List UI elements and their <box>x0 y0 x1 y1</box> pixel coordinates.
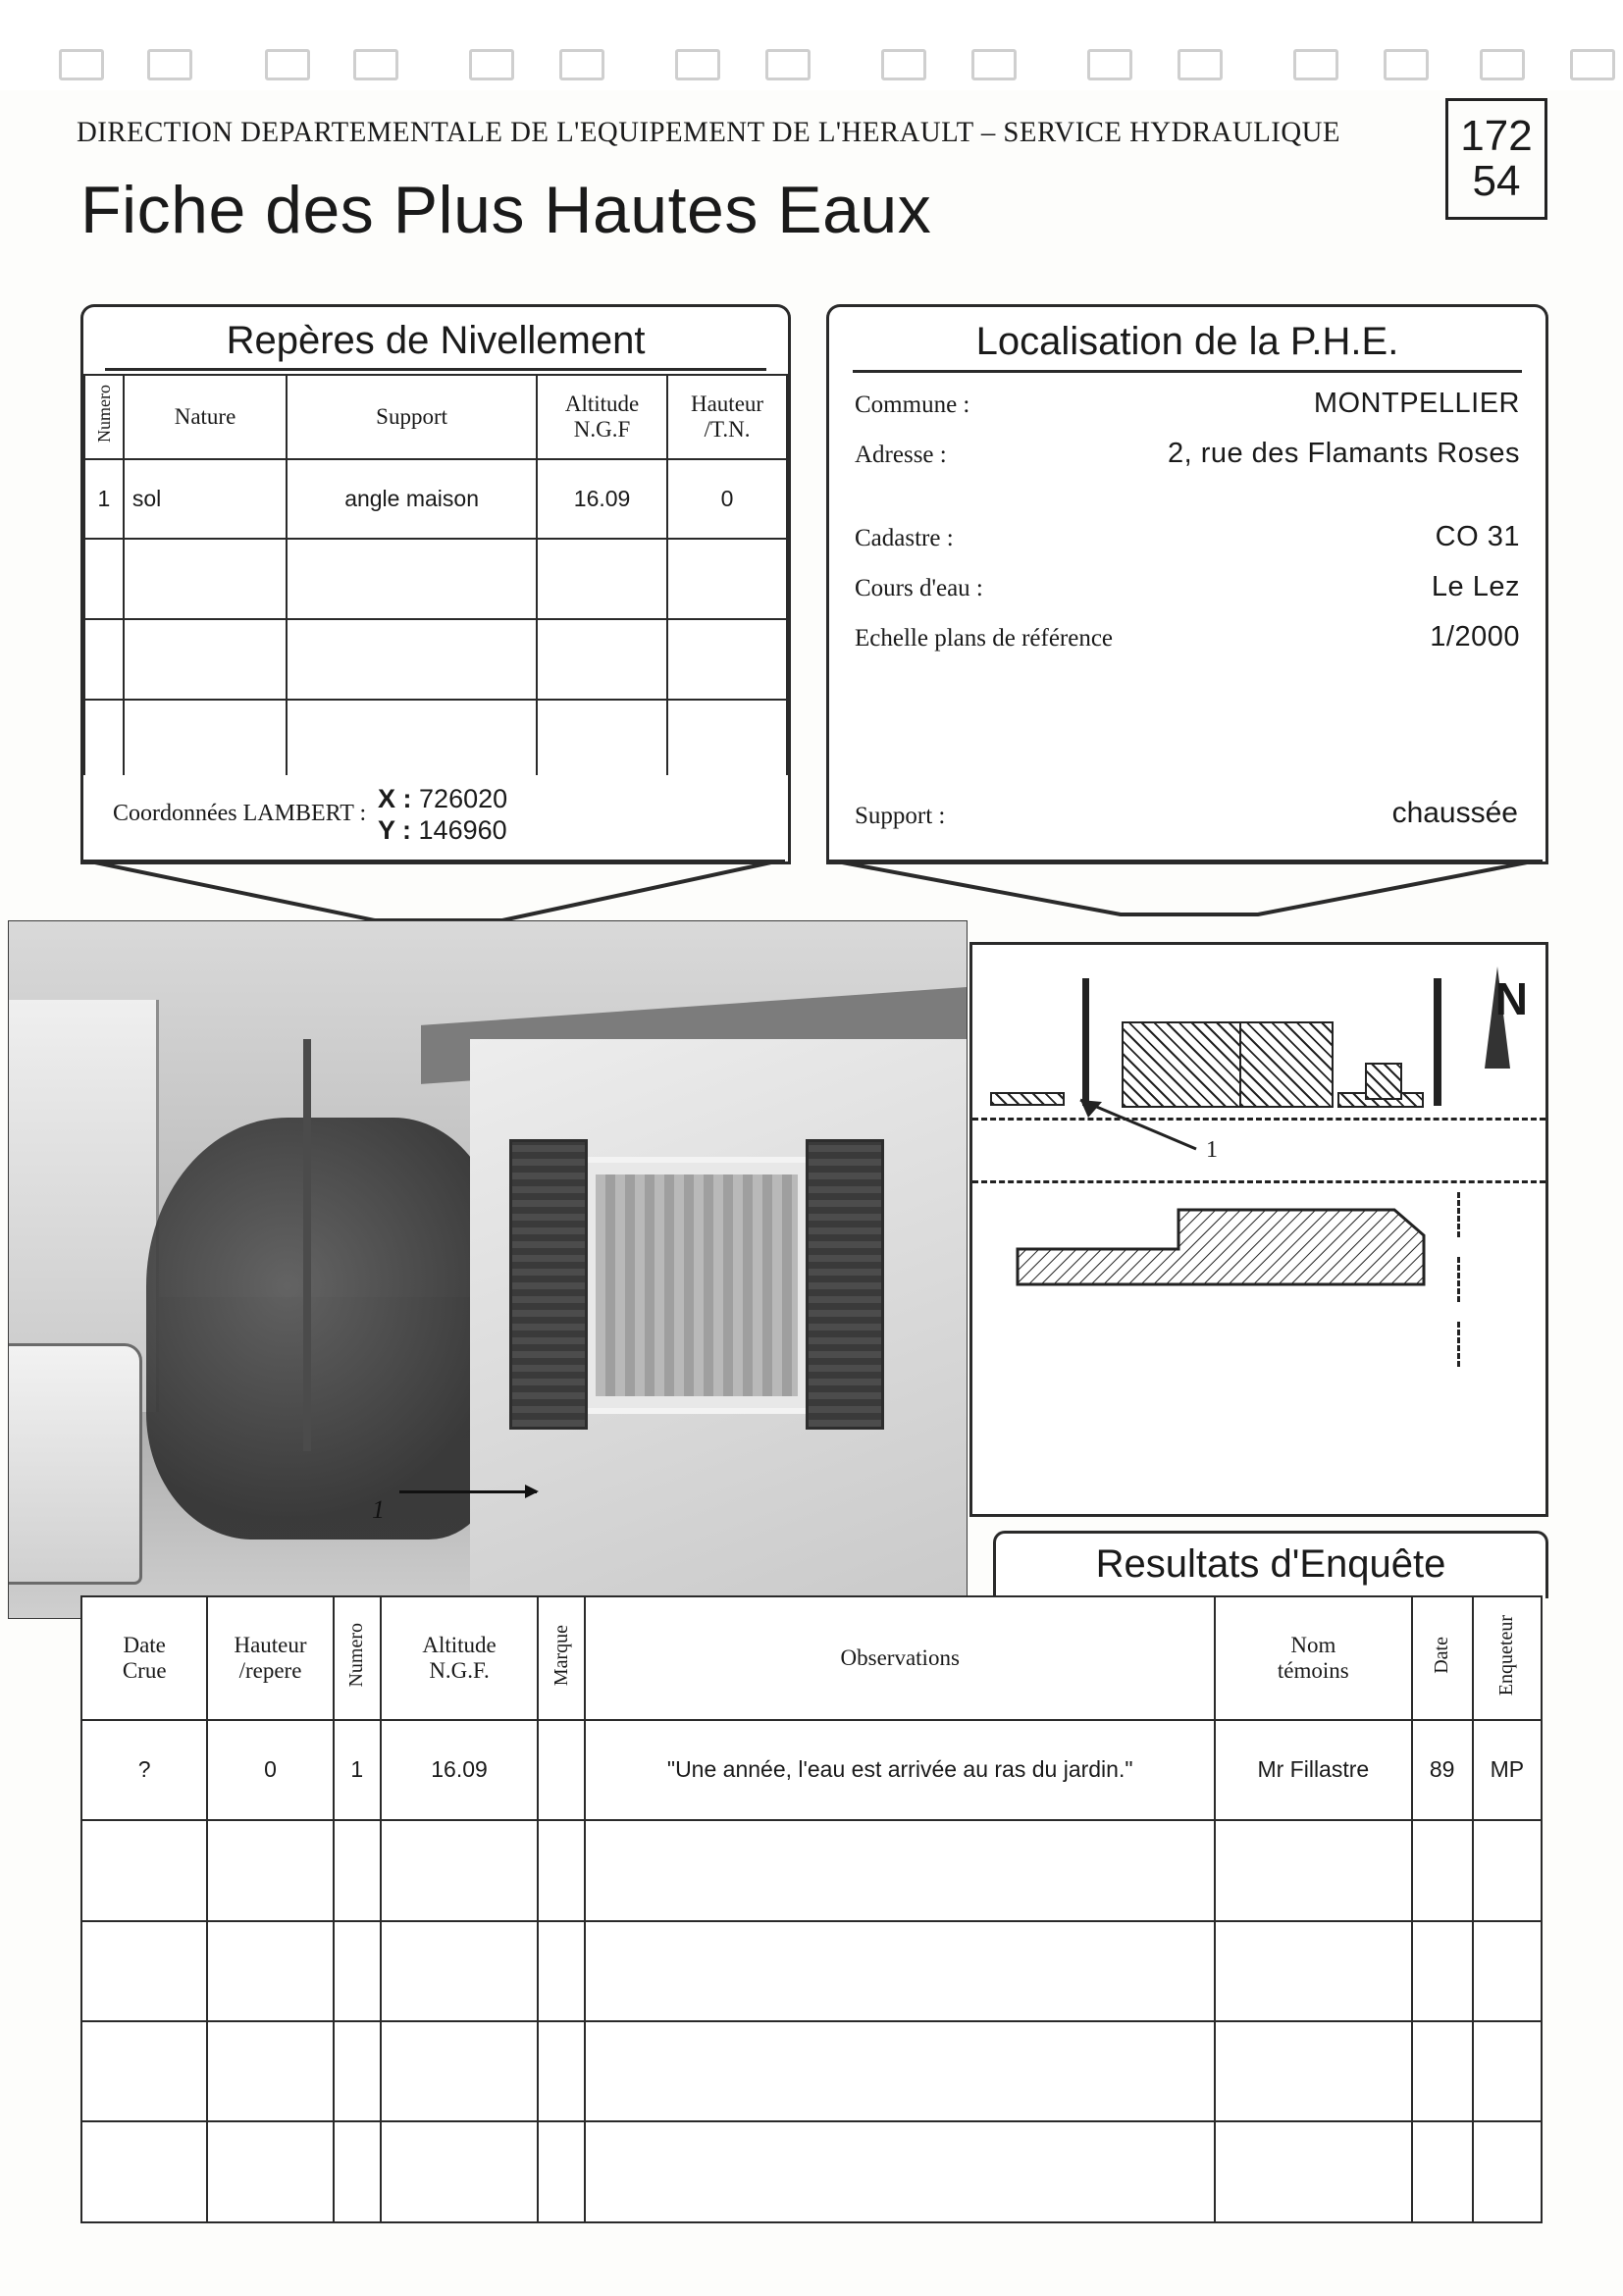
field-echelle-value: 1/2000 <box>1430 621 1520 652</box>
cell-empty <box>124 700 287 778</box>
punch-hole-strip <box>0 0 1623 90</box>
field-cadastre <box>855 521 1520 553</box>
cell-empty <box>81 1820 207 1920</box>
cell-date: 89 <box>1412 1720 1473 1820</box>
cell-empty <box>1215 2121 1412 2222</box>
cell-empty <box>84 619 124 700</box>
reference-top: 172 <box>1460 111 1533 160</box>
photo-parked-car <box>8 1343 142 1585</box>
field-adresse-value: 2, rue des Flamants Roses <box>1167 438 1520 469</box>
plan-benchmark-label: 1 <box>1206 1137 1218 1163</box>
plan-small-square <box>1365 1063 1402 1100</box>
plan-road-axis-upper <box>972 1118 1545 1121</box>
cell-empty <box>585 1921 1215 2021</box>
reference-number-box <box>1445 98 1547 220</box>
plan-wall-right <box>1434 978 1441 1106</box>
cell-numero: 1 <box>84 459 124 540</box>
col-hauteur: Hauteur /T.N. <box>667 375 787 459</box>
lambert-x-key: X : <box>378 784 412 813</box>
cell-empty <box>538 1820 585 1920</box>
lambert-y-key: Y : <box>378 815 412 846</box>
localisation-panel-title: Localisation de la P.H.E. <box>853 317 1522 373</box>
leveling-panel-title: Repères de Nivellement <box>105 317 766 371</box>
cell-empty <box>667 619 787 700</box>
cell-empty <box>1473 2121 1542 2222</box>
cell-empty <box>334 2021 381 2121</box>
lambert-label: Coordonnées LAMBERT : <box>113 801 367 826</box>
plan-kerb-left <box>990 1092 1065 1106</box>
support-value: chaussée <box>1391 797 1518 829</box>
punch-hole <box>765 49 811 80</box>
cell-empty <box>207 1820 333 1920</box>
photo-window-pane <box>596 1174 798 1396</box>
photo-vegetation <box>146 1118 499 1539</box>
photo-utility-pole <box>303 1039 311 1451</box>
cell-empty <box>381 1820 538 1920</box>
photo-benchmark-arrow <box>399 1490 537 1493</box>
support-label: Support : <box>855 803 946 829</box>
support-bar <box>826 775 1548 864</box>
cell-empty <box>207 1921 333 2021</box>
col-numero: Numero <box>84 375 124 459</box>
col-date: Date <box>1412 1596 1473 1720</box>
field-adresse-label: Adresse : <box>855 442 947 468</box>
cell-empty <box>585 2021 1215 2121</box>
cell-altitude: 16.09 <box>537 459 667 540</box>
field-echelle <box>855 621 1520 653</box>
field-commune <box>855 388 1520 420</box>
enquete-table <box>80 1595 1543 2223</box>
cell-empty <box>84 700 124 778</box>
table-row-empty <box>81 1820 1542 1920</box>
col-altitude: Altitude N.G.F <box>537 375 667 459</box>
col-nature: Nature <box>124 375 287 459</box>
cell-empty <box>84 539 124 619</box>
col-numero: Numero <box>334 1596 381 1720</box>
cell-nature: sol <box>124 459 287 540</box>
cell-empty <box>287 539 537 619</box>
localisation-panel <box>826 304 1548 778</box>
col-date-crue: Date Crue <box>81 1596 207 1720</box>
field-echelle-label: Echelle plans de référence <box>855 625 1114 652</box>
cell-empty <box>538 2121 585 2222</box>
table-header-row <box>81 1596 1542 1720</box>
photo-window <box>578 1157 815 1414</box>
cell-empty <box>537 539 667 619</box>
cell-empty <box>1215 1820 1412 1920</box>
punch-hole <box>971 49 1017 80</box>
table-header-row <box>84 375 787 459</box>
punch-hole <box>1570 49 1615 80</box>
cell-empty <box>381 1921 538 2021</box>
plan-wall-vertical <box>1082 978 1089 1106</box>
cell-marque <box>538 1720 585 1820</box>
page-title: Fiche des Plus Hautes Eaux <box>80 173 932 247</box>
photo-shutter-right <box>806 1139 884 1430</box>
punch-hole <box>469 49 514 80</box>
cell-empty <box>81 1921 207 2021</box>
photo-shutter-left <box>509 1139 588 1430</box>
plan-parcel-outline <box>972 1190 1545 1347</box>
punch-hole <box>353 49 398 80</box>
plan-road-axis-lower <box>972 1180 1545 1183</box>
punch-hole <box>59 49 104 80</box>
cell-date-crue: ? <box>81 1720 207 1820</box>
lambert-values <box>378 783 507 847</box>
cell-empty <box>124 539 287 619</box>
cell-empty <box>1412 1820 1473 1920</box>
table-row <box>81 1720 1542 1820</box>
punch-hole <box>1293 49 1338 80</box>
cell-empty <box>207 2121 333 2222</box>
cell-empty <box>1473 1820 1542 1920</box>
cell-nom-temoins: Mr Fillastre <box>1215 1720 1412 1820</box>
punch-hole <box>1178 49 1223 80</box>
spacer <box>855 488 1520 521</box>
punch-hole <box>559 49 604 80</box>
cell-empty <box>538 2021 585 2121</box>
cell-empty <box>334 2121 381 2222</box>
table-row-empty <box>84 539 787 619</box>
cell-empty <box>124 619 287 700</box>
cell-empty <box>585 2121 1215 2222</box>
cell-enqueteur: MP <box>1473 1720 1542 1820</box>
cell-empty <box>1412 1921 1473 2021</box>
cell-numero: 1 <box>334 1720 381 1820</box>
cell-empty <box>381 2121 538 2222</box>
localisation-fields <box>855 388 1520 671</box>
col-hauteur-repere: Hauteur /repere <box>207 1596 333 1720</box>
table-row-empty <box>81 2121 1542 2222</box>
lambert-x-value: 726020 <box>419 784 508 813</box>
field-cadastre-value: CO 31 <box>1435 521 1520 552</box>
field-cours-deau <box>855 571 1520 603</box>
enquete-panel-title: Resultats d'Enquête <box>993 1531 1548 1598</box>
department-header: DIRECTION DEPARTEMENTALE DE L'EQUIPEMENT DE L'HERAULT – SERVICE HYDRAULIQUE <box>77 116 1340 148</box>
leveling-table <box>83 374 788 778</box>
col-altitude: Altitude N.G.F. <box>381 1596 538 1720</box>
field-cours-deau-value: Le Lez <box>1431 571 1520 602</box>
punch-hole <box>1384 49 1429 80</box>
col-nom-temoins: Nom témoins <box>1215 1596 1412 1720</box>
cell-empty <box>1473 2021 1542 2121</box>
cell-empty <box>287 700 537 778</box>
punch-hole <box>265 49 310 80</box>
cell-empty <box>81 2021 207 2121</box>
cell-hauteur: 0 <box>667 459 787 540</box>
cell-altitude: 16.09 <box>381 1720 538 1820</box>
field-adresse <box>855 438 1520 470</box>
site-plan <box>969 942 1548 1517</box>
field-commune-value: MONTPELLIER <box>1313 388 1520 419</box>
lambert-tab-chevron <box>80 860 785 924</box>
punch-hole <box>1087 49 1132 80</box>
col-support: Support <box>287 375 537 459</box>
punch-hole <box>881 49 926 80</box>
table-row <box>84 459 787 540</box>
punch-hole <box>147 49 192 80</box>
north-label: N <box>1494 973 1528 1024</box>
cell-empty <box>667 539 787 619</box>
punch-hole <box>675 49 720 80</box>
col-marque: Marque <box>538 1596 585 1720</box>
cell-empty <box>334 1820 381 1920</box>
table-row-empty <box>81 1921 1542 2021</box>
field-cours-deau-label: Cours d'eau : <box>855 575 983 601</box>
cell-empty <box>1412 2121 1473 2222</box>
table-row-empty <box>84 619 787 700</box>
table-row-empty <box>84 700 787 778</box>
cell-empty <box>537 700 667 778</box>
cell-empty <box>585 1820 1215 1920</box>
leveling-panel <box>80 304 791 778</box>
cell-empty <box>207 2021 333 2121</box>
cell-empty <box>334 1921 381 2021</box>
field-cadastre-label: Cadastre : <box>855 525 954 551</box>
cell-empty <box>538 1921 585 2021</box>
cell-empty <box>1412 2021 1473 2121</box>
photo-benchmark-label: 1 <box>372 1495 385 1524</box>
col-enqueteur: Enqueteur <box>1473 1596 1542 1720</box>
cell-empty <box>1473 1921 1542 2021</box>
cell-empty <box>1215 1921 1412 2021</box>
cell-support: angle maison <box>287 459 537 540</box>
lambert-y-value: 146960 <box>418 815 507 846</box>
punch-hole <box>1480 49 1525 80</box>
plan-benchmark-leader <box>1071 1092 1228 1161</box>
cell-empty <box>537 619 667 700</box>
cell-observations: "Une année, l'eau est arrivée au ras du jardin." <box>585 1720 1215 1820</box>
support-tab-chevron <box>826 860 1543 918</box>
cell-empty <box>287 619 537 700</box>
field-commune-label: Commune : <box>855 391 970 418</box>
cell-empty <box>81 2121 207 2222</box>
cell-empty <box>381 2021 538 2121</box>
site-photograph <box>8 920 968 1619</box>
table-row-empty <box>81 2021 1542 2121</box>
cell-hauteur: 0 <box>207 1720 333 1820</box>
col-observations: Observations <box>585 1596 1215 1720</box>
cell-empty <box>1215 2021 1412 2121</box>
lambert-coordinates-bar <box>80 775 791 864</box>
cell-empty <box>667 700 787 778</box>
reference-bottom: 54 <box>1472 157 1521 205</box>
plan-building-b <box>1239 1021 1334 1108</box>
